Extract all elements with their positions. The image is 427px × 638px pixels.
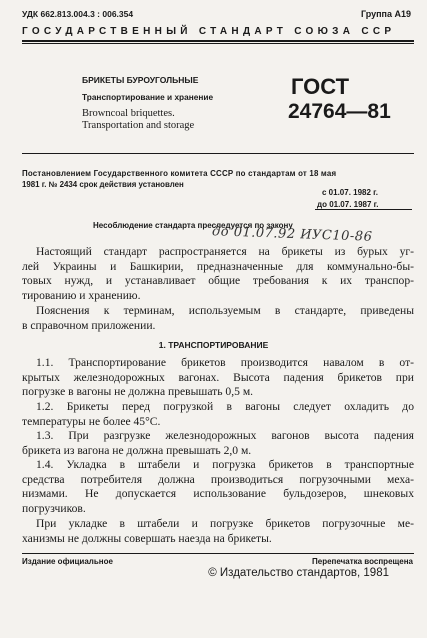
official-edition: Издание официальное [22, 557, 113, 566]
text-line: 1.3. При разгрузке железнодорожных вагонов высота падения [36, 429, 414, 442]
validity-to: до 01.07. 1987 г. [317, 200, 379, 209]
title-ru: БРИКЕТЫ БУРОУГОЛЬНЫЕ [82, 75, 199, 85]
text-line: погрузчиков. [22, 501, 86, 515]
reprint-notice: Перепечатка воспрещена [312, 557, 413, 566]
text-line: средства потребителя должна производиться погрузочными меха- [22, 472, 414, 486]
clause-1-1 [22, 356, 414, 400]
validity-from: с 01.07. 1982 г. [322, 188, 378, 197]
gost-number: 24764—81 [288, 100, 391, 123]
intro-paragraph-2 [22, 304, 414, 333]
text-line: 1.2. Брикеты перед погрузкой в вагоны следует охладить до [36, 400, 414, 413]
text-line: крытых железнодорожных вагонах. Высота падения брикетов при [22, 370, 414, 384]
subtitle-ru: Транспортирование и хранение [82, 92, 214, 102]
text-line: в справочном приложении. [22, 318, 156, 332]
text-line: температуры не более 45°С. [22, 414, 161, 428]
text-line: товых нужд, и устанавливает общие требования к их транспор- [22, 274, 414, 288]
text-line: погрузке в вагоны не должна превышать 0,5 м. [22, 385, 254, 399]
header-rule-thin [22, 43, 414, 44]
decree-line2: 1981 г. № 2434 срок действия установлен [22, 180, 184, 189]
text-line: низмами. Не допускается использование бульдозеров, шнековых [22, 487, 414, 501]
group-code: Группа А19 [360, 9, 411, 19]
clause-1-5 [22, 517, 414, 546]
udk-code: УДК 662.813.004.3 : 006.354 [22, 9, 134, 19]
clause-1-4 [22, 458, 414, 516]
enforcement-note: Несоблюдение стандарта преследуется по закону [93, 221, 293, 230]
title-en-line2: Transportation and storage [82, 120, 195, 131]
publisher-copyright: © Издательство стандартов, 1981 [208, 567, 389, 579]
clause-1-2 [22, 400, 414, 429]
header-rule [22, 40, 414, 42]
state-standard-banner: ГОСУДАРСТВЕННЫЙ СТАНДАРТ СОЮЗА ССР [22, 26, 396, 37]
intro-paragraph-1 [22, 245, 414, 303]
clause-1-3 [22, 429, 414, 458]
text-line: 1.1. Транспортирование брикетов производится навалом в от- [36, 356, 414, 369]
title-rule [22, 153, 414, 154]
handwritten-annotation: до 01.07.92 ИУС10-86 [211, 224, 373, 245]
text-line: ханизмы не должны совершать наезда на брикеты. [22, 531, 272, 545]
section-heading: 1. ТРАНСПОРТИРОВАНИЕ [158, 340, 269, 350]
validity-underline [315, 209, 412, 210]
text-line: тированию и хранению. [22, 288, 141, 302]
text-line: Пояснения к терминам, используемым в стандарте, приведены [36, 304, 414, 317]
text-line: 1.4. Укладка в штабели и погрузка брикетов в транспортные [36, 458, 414, 471]
text-line: лей Украины и Башкирии, предназначенные для коммунально-бы- [22, 259, 414, 273]
gost-label: ГОСТ [291, 74, 350, 99]
text-line: брикета из вагона не должна превышать 2,0 м. [22, 443, 252, 457]
decree-line1: Постановлением Государственного комитета СССР по стандартам от 18 мая [22, 169, 337, 178]
title-en-line1: Browncoal briquettes. [82, 108, 175, 119]
text-line: При укладке в штабели и погрузке брикетов погрузочные ме- [36, 517, 414, 530]
footer-rule [22, 553, 414, 554]
text-line: Настоящий стандарт распространяется на брикеты из бурых уг- [36, 245, 414, 258]
